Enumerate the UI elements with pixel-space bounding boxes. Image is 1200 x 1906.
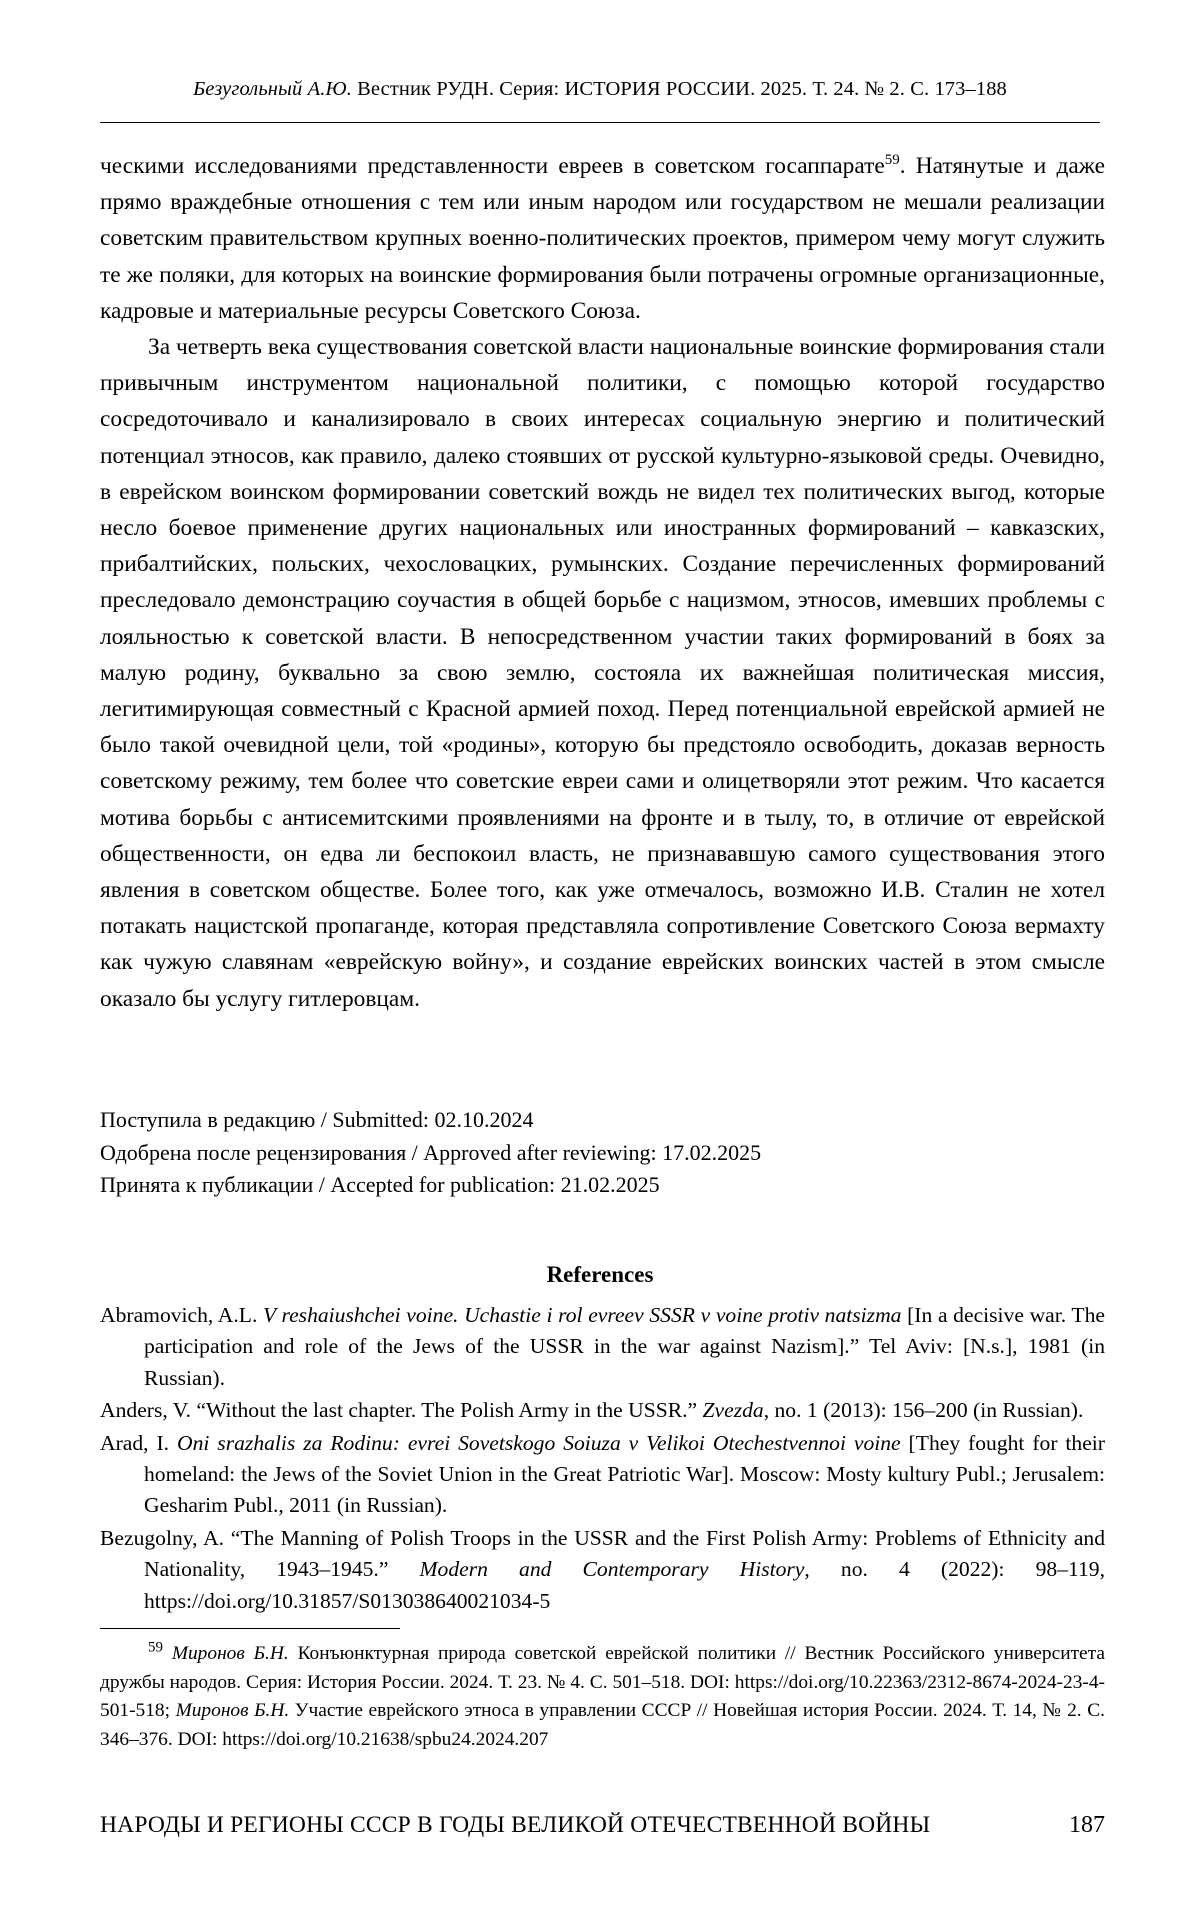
reference-title-italic: Modern and Contemporary History <box>419 1557 805 1582</box>
footnote-marker-59: 59 <box>884 152 900 169</box>
page-number: 187 <box>1069 1812 1105 1838</box>
paragraph-1-post: . Натянутые и даже прямо враждебные отношения с тем или иным народом или государством не мешали реализации советским правительством крупных военно-политических проектов, примером чему могут служить те же поляки, для которых на воинские формирования были потрачены огромные организационные, кадровые и материальные ресурсы Советского Союза. <box>100 153 1105 324</box>
footer-section-title: НАРОДЫ И РЕГИОНЫ СССР В ГОДЫ ВЕЛИКОЙ ОТЕЧЕСТВЕННОЙ ВОЙНЫ <box>100 1812 931 1838</box>
reference-pre: Bezugolny, A. “The Manning of Polish Troops in the USSR and the First Polish Army: Problems of Ethnicity and Nationality, 1943–1945.” <box>100 1525 1105 1582</box>
footnote-divider <box>100 1628 400 1629</box>
date-approved: Одобрена после рецензирования / Approved after reviewing: 17.02.2025 <box>100 1139 762 1165</box>
reference-post: , no. 1 (2013): 156–200 (in Russian). <box>763 1398 1084 1423</box>
footnote-number: 59 <box>148 1639 163 1656</box>
reference-title-italic: Oni srazhalis za Rodinu: evrei Sovetskogo Soiuza v Velikoi Otechestvennoi voine <box>177 1430 901 1455</box>
paragraph-1-pre: ческими исследованиями представленности евреев в советском госаппарате <box>100 153 885 179</box>
reference-pre: Arad, I. <box>100 1430 177 1455</box>
references-heading: References <box>546 1262 654 1287</box>
reference-post: [They fought for their homeland: the Jews of the Soviet Union in the Great Patriotic War]. Moscow: Mosty kultury Publ.; Jerusalem: Gesharim Publ., 2011 (in Russian). <box>144 1430 1105 1518</box>
references-list <box>100 1300 1105 1618</box>
date-submitted: Поступила в редакцию / Submitted: 02.10.2024 <box>100 1107 534 1132</box>
running-head-author: Безугольный А.Ю. <box>193 78 352 100</box>
header-divider <box>100 122 1100 123</box>
page-footer <box>100 1812 1105 1839</box>
submission-dates <box>100 1104 1105 1202</box>
reference-pre: Abramovich, A.L. <box>100 1303 264 1327</box>
reference-post: , no. 4 (2022): 98–119, https://doi.org/10.31857/S013038640021034-5 <box>144 1557 1105 1613</box>
running-head <box>0 78 1200 101</box>
footnote-text-1: Конъюнктурная природа советской еврейской политики // Вестник Российского университета дружбы народов. Серия: История России. 2024. Т. 23. № 4. С. 501–518. DOI: https://doi.org/10.22363/2312-8674-2024-23-4-501-518; <box>100 1643 1105 1722</box>
footnote-59 <box>100 1640 1105 1754</box>
body-paragraph-1 <box>100 148 1105 329</box>
article-body <box>100 148 1105 1017</box>
reference-item <box>100 1523 1105 1617</box>
reference-item <box>100 1395 1105 1426</box>
reference-title-italic: V reshaiushchei voine. Uchastie i rol evreev SSSR v voine protiv natsizma <box>263 1303 902 1327</box>
footnote-text-2: Участие еврейского этноса в управлении СССР // Новейшая история России. 2024. Т. 14, № 2. С. 346–376. DOI: https://doi.org/10.21638/spbu24.2024.207 <box>100 1700 1105 1750</box>
footnote-author-1: Миронов Б.Н. <box>171 1643 289 1664</box>
date-accepted: Принята к публикации / Accepted for publication: 21.02.2025 <box>100 1172 660 1197</box>
body-paragraph-2: За четверть века существования советской власти национальные воинские формирования стали привычным инструментом национальной политики, с помощью которой государство сосредоточивало и канализировало в своих интересах социальную энергию и политический потенциал этносов, как правило, далеко стоявших от русской культурно-языковой среды. Очевидно, в еврейском воинском формировании советский вождь не видел тех политических выгод, которые несло боевое применение других национальных или иностранных формирований – кавказских, прибалтийских, польских, чехословацких, румынских. Создание перечисленных формирований преследовало демонстрацию соучастия в общей борьбе с нацизмом, этносов, имевших проблемы с лояльностью к советской власти. В непосредственном участии таких формирований в боях за малую родину, буквально за свою землю, состояла их важнейшая политическая миссия, легитимирующая совместный с Красной армией поход. Перед потенциальной еврейской армией не было такой очевидной цели, той «родины», которую бы предстояло освободить, доказав верность советскому режиму, тем более что советские евреи сами и олицетворяли этот режим. Что касается мотива борьбы с антисемитскими проявлениями на фронте и в тылу, то, в отличие от еврейской общественности, он едва ли беспокоил власть, не признававшую самого существования этого явления в советском обществе. Более того, как уже отмечалось, возможно И.В. Сталин не хотел потакать нацистской пропаганде, которая представляла сопротивление Советского Союза вермахту как чужую славянам «еврейскую войну», и создание еврейских воинских частей в этом смысле оказало бы услугу гитлеровцам. <box>100 334 1105 1012</box>
reference-title-italic: Zvezda <box>702 1398 764 1423</box>
footnote-author-2: Миронов Б.Н. <box>175 1700 290 1722</box>
running-head-rest: Вестник РУДН. Серия: ИСТОРИЯ РОССИИ. 2025. Т. 24. № 2. С. 173–188 <box>351 78 1007 100</box>
reference-post: [In a decisive war. The participation and role of the Jews of the USSR in the war against Nazism].” Tel Aviv: [N.s.], 1981 (in Russian). <box>144 1303 1105 1390</box>
reference-item <box>100 1428 1105 1522</box>
reference-item <box>100 1300 1105 1394</box>
reference-pre: Anders, V. “Without the last chapter. The Polish Army in the USSR.” <box>100 1398 703 1423</box>
